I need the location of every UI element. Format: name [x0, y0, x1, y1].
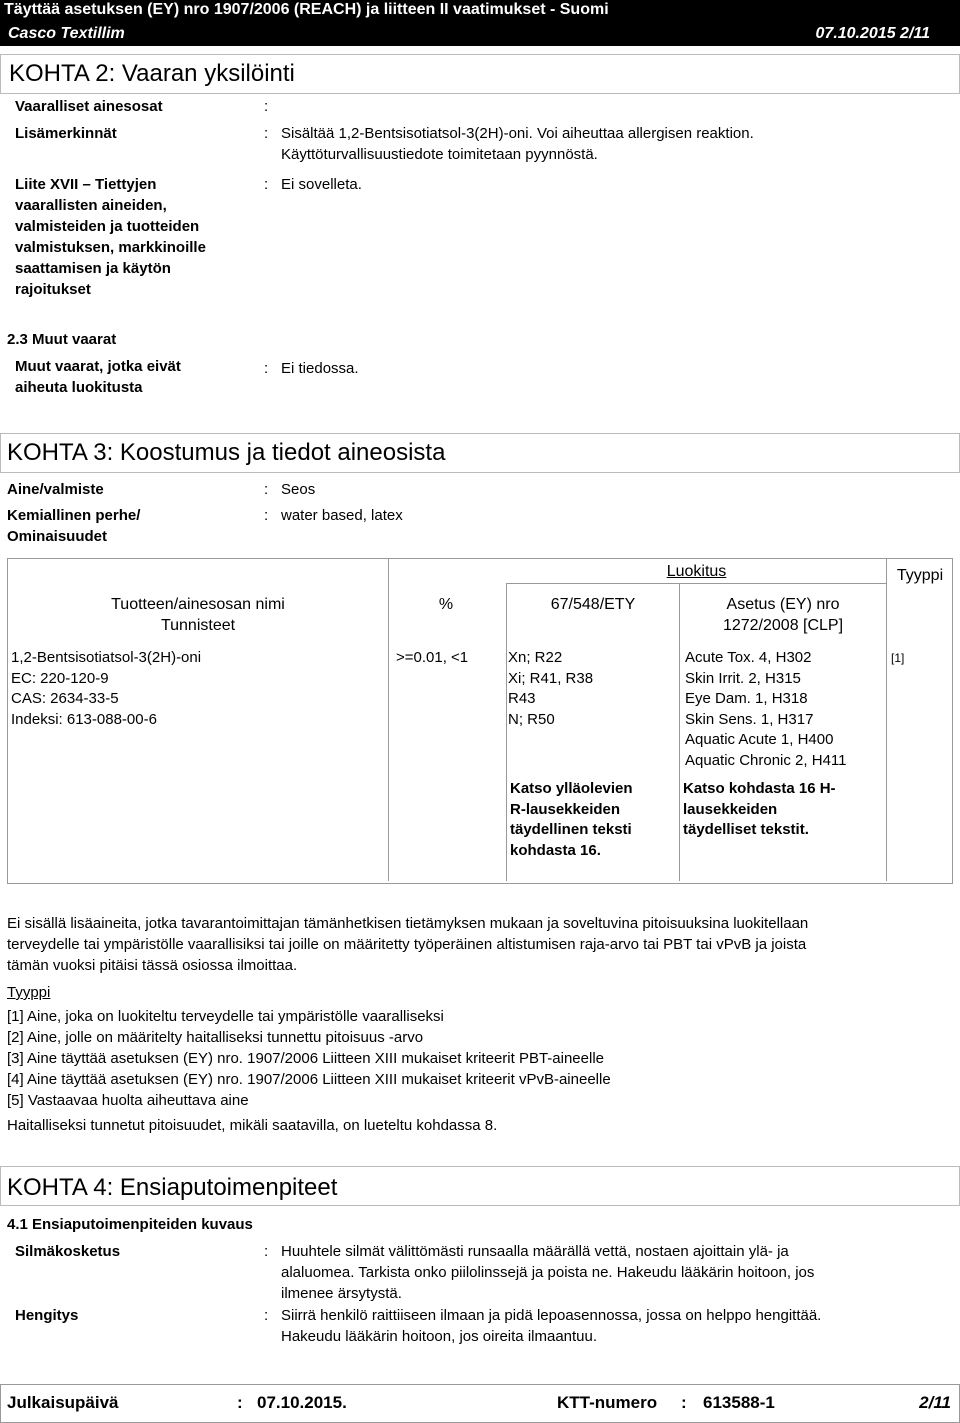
- page-number: 2/11: [919, 1393, 951, 1412]
- hazardous-components-label: Vaaralliset ainesosat: [15, 98, 163, 115]
- section2-3-title: 2.3 Muut vaarat: [7, 331, 117, 348]
- colon: :: [681, 1393, 687, 1412]
- eye-contact-label: Silmäkosketus: [15, 1243, 121, 1260]
- product-bar: [0, 22, 960, 46]
- colon: :: [264, 507, 269, 524]
- type-legend-title: Tyyppi: [7, 984, 51, 1001]
- substance-mixture-value: Seos: [281, 481, 316, 498]
- section2-title-box: [0, 54, 960, 94]
- colon: :: [237, 1393, 243, 1412]
- concentration: >=0.01, <1: [396, 649, 469, 666]
- regulation-title: Täyttää asetuksen (EY) nro 1907/2006 (REACH) ja liitteen II vaatimukset - Suomi: [4, 1, 609, 18]
- section4-title: KOHTA 4: Ensiaputoimenpiteet: [7, 1174, 338, 1201]
- table-divider: [506, 583, 507, 881]
- date-page: 07.10.2015 2/11: [815, 25, 930, 42]
- annex-xvii-value: Ei sovelleta.: [281, 176, 362, 193]
- type-header: Tyyppi: [896, 567, 944, 584]
- document-footer: [0, 1384, 960, 1423]
- table-divider: [886, 559, 887, 881]
- sds-number-label: KTT-numero: [557, 1393, 658, 1412]
- dsd-header: 67/548/ETY: [550, 596, 636, 613]
- document-header: [0, 0, 960, 22]
- sds-number-value: 613588-1: [703, 1393, 775, 1412]
- composition-table: [7, 558, 953, 884]
- other-hazards-value: Ei tiedossa.: [281, 360, 359, 377]
- other-hazards-label: Muut vaarat, jotka eivät aiheuta luokitusta: [15, 358, 181, 396]
- supplemental-label: Lisämerkinnät: [15, 125, 117, 142]
- colon: :: [264, 360, 269, 377]
- annex-xvii-label: Liite XVII – Tiettyjen vaarallisten aineiden, valmisteiden ja tuotteiden valmistuksen, markkinoille saattamisen ja käytön rajoitukset: [15, 176, 206, 298]
- section4-title-box: [0, 1166, 960, 1206]
- section4-1-title: 4.1 Ensiaputoimenpiteiden kuvaus: [7, 1216, 253, 1233]
- colon: :: [264, 125, 269, 142]
- substance-mixture-label: Aine/valmiste: [7, 481, 104, 498]
- section3-title-box: [0, 433, 960, 473]
- clp-note: Katso kohdasta 16 H- lausekkeiden täydelliset tekstit.: [683, 780, 836, 838]
- dsd-note: Katso ylläolevien R-lausekkeiden täydellinen teksti kohdasta 16.: [510, 780, 633, 859]
- list-item: [1] Aine, joka on luokiteltu terveydelle tai ympäristölle vaaralliseksi: [7, 1008, 444, 1025]
- inhalation-value: Siirrä henkilö raittiiseen ilmaan ja pidä lepoasennossa, jossa on helppo hengittää. Hakeudu lääkärin hoitoon, jos oireita ilmaantuu.: [281, 1307, 822, 1345]
- colon: :: [264, 1307, 269, 1324]
- name-header: Tuotteen/ainesosan nimi Tunnisteet: [111, 596, 285, 634]
- chemical-family-value: water based, latex: [281, 507, 403, 524]
- list-item: [3] Aine täyttää asetuksen (EY) nro. 1907/2006 Liitteen XIII mukaiset kriteerit PBT-aineelle: [7, 1050, 604, 1067]
- colon: :: [264, 98, 269, 115]
- list-item: [4] Aine täyttää asetuksen (EY) nro. 1907/2006 Liitteen XIII mukaiset kriteerit vPvB-aineelle: [7, 1071, 611, 1088]
- colon: :: [264, 176, 269, 193]
- colon: :: [264, 1243, 269, 1260]
- table-divider: [507, 583, 886, 584]
- substance-type: [1]: [891, 651, 905, 665]
- eye-contact-value: Huuhtele silmät välittömästi runsaalla määrällä vettä, nostaen ajoittain ylä- ja alaluomea. Tarkista onko piilolinssejä ja poista ne. Hakeudu lääkärin hoitoon, jos ilmenee ärsytystä.: [281, 1243, 815, 1302]
- section3-title: KOHTA 3: Koostumus ja tiedot aineosista: [7, 439, 446, 466]
- additional-ingredients-note: Ei sisällä lisäaineita, jotka tavarantoimittajan tämänhetkisen tietämyksen mukaan ja soveltuvina pitoisuuksina luokitellaan terveydelle tai ympäristölle vaarallisiksi tai joille on määritetty työperäinen altistumisen raja-arvo tai PBT tai vPvB ja joista tämän vuoksi pitäisi tässä osiossa ilmoittaa.: [7, 915, 809, 974]
- clp-classification: Acute Tox. 4, H302 Skin Irrit. 2, H315 Eye Dam. 1, H318 Skin Sens. 1, H317 Aquatic Acute 1, H400 Aquatic Chronic 2, H411: [685, 649, 847, 769]
- classification-header: Luokitus: [666, 563, 727, 580]
- list-item: [5] Vastaavaa huolta aiheuttava aine: [7, 1092, 249, 1109]
- inhalation-label: Hengitys: [15, 1307, 79, 1324]
- product-name: Casco Textillim: [8, 25, 125, 42]
- dsd-classification: Xn; R22 Xi; R41, R38 R43 N; R50: [508, 649, 594, 728]
- percent-header: %: [438, 596, 454, 613]
- chemical-family-label: Kemiallinen perhe/ Ominaisuudet: [7, 507, 141, 545]
- section2-title: KOHTA 2: Vaaran yksilöinti: [9, 60, 295, 87]
- colon: :: [264, 481, 269, 498]
- type-legend-list: [7, 1006, 953, 1111]
- list-item: [2] Aine, jolle on määritelty haitalliseksi tunnettu pitoisuus -arvo: [7, 1029, 424, 1046]
- issue-date-label: Julkaisupäivä: [7, 1393, 119, 1412]
- clp-header: Asetus (EY) nro 1272/2008 [CLP]: [722, 596, 844, 634]
- supplemental-value-line: Sisältää 1,2-Bentsisotiatsol-3(2H)-oni. Voi aiheuttaa allergisen reaktion.: [281, 125, 754, 142]
- substance-identifiers: 1,2-Bentsisotiatsol-3(2H)-oni EC: 220-120-9 CAS: 2634-33-5 Indeksi: 613-088-00-6: [11, 649, 202, 728]
- exposure-limits-note: Haitalliseksi tunnetut pitoisuudet, mikäli saatavilla, on lueteltu kohdassa 8.: [7, 1117, 498, 1134]
- supplemental-value-line: Käyttöturvallisuustiedote toimitetaan pyynnöstä.: [281, 146, 598, 163]
- table-divider: [388, 559, 389, 881]
- issue-date-value: 07.10.2015.: [257, 1393, 347, 1412]
